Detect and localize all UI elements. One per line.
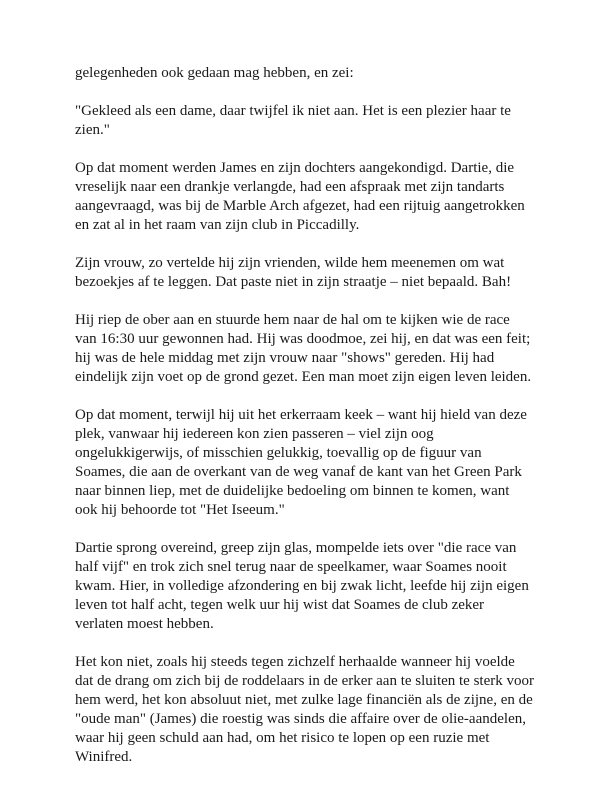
paragraph-6: Op dat moment, terwijl hij uit het erkerraam keek – want hij hield van deze plek, vanwaar hij iedereen kon zien passeren – viel zijn oog ongelukkigerwijs, of misschien gelukkig, toevallig op de figuur van Soames, die aan de overkant van de weg vanaf de kant van het Green Park naar binnen liep, met de duidelijke bedoeling om binnen te komen, want ook hij behoorde tot "Het Iseeum." [75, 407, 527, 518]
body-text [75, 64, 535, 786]
paragraph-1: gelegenheden ook gedaan mag hebben, en zei: [75, 65, 354, 81]
paragraph-4: Zijn vrouw, zo vertelde hij zijn vrienden, wilde hem meenemen om wat bezoekjes af te leggen. Dat paste niet in zijn straatje – niet bepaald. Bah! [75, 255, 512, 290]
paragraph-3: Op dat moment werden James en zijn dochters aangekondigd. Dartie, die vreselijk naar een drankje verlangde, had een afspraak met zijn tandarts aangevraagd, was bij de Marble Arch afgezet, had een rijtuig aangetrokken en zat al in het raam van zijn club in Piccadilly. [75, 160, 525, 233]
paragraph-8: Het kon niet, zoals hij steeds tegen zichzelf herhaalde wanneer hij voelde dat de drang om zich bij de roddelaars in de erker aan te sluiten te sterk voor hem werd, het kon absoluut niet, met zulke lage financiën als de zijne, en de "oude man" (James) die roestig was sinds die affaire over de olie-aandelen, waar hij geen schuld aan had, om het risico te lopen op een ruzie met Winifred. [75, 654, 534, 765]
paragraph-7: Dartie sprong overeind, greep zijn glas, mompelde iets over "die race van half vijf" en trok zich snel terug naar de speelkamer, waar Soames nooit kwam. Hier, in volledige afzondering en bij zwak licht, leefde hij zijn eigen leven tot half acht, tegen welk uur hij wist dat Soames de club zeker verlaten moest hebben. [75, 540, 529, 632]
paragraph-2: "Gekleed als een dame, daar twijfel ik niet aan. Het is een plezier haar te zien." [75, 103, 511, 138]
paragraph-5: Hij riep de ober aan en stuurde hem naar de hal om te kijken wie de race van 16:30 uur gewonnen had. Hij was doodmoe, zei hij, en dat was een feit; hij was de hele middag met zijn vrouw naar "shows" gereden. Hij had eindelijk zijn voet op de grond gezet. Een man moet zijn eigen leven leiden. [75, 312, 532, 385]
